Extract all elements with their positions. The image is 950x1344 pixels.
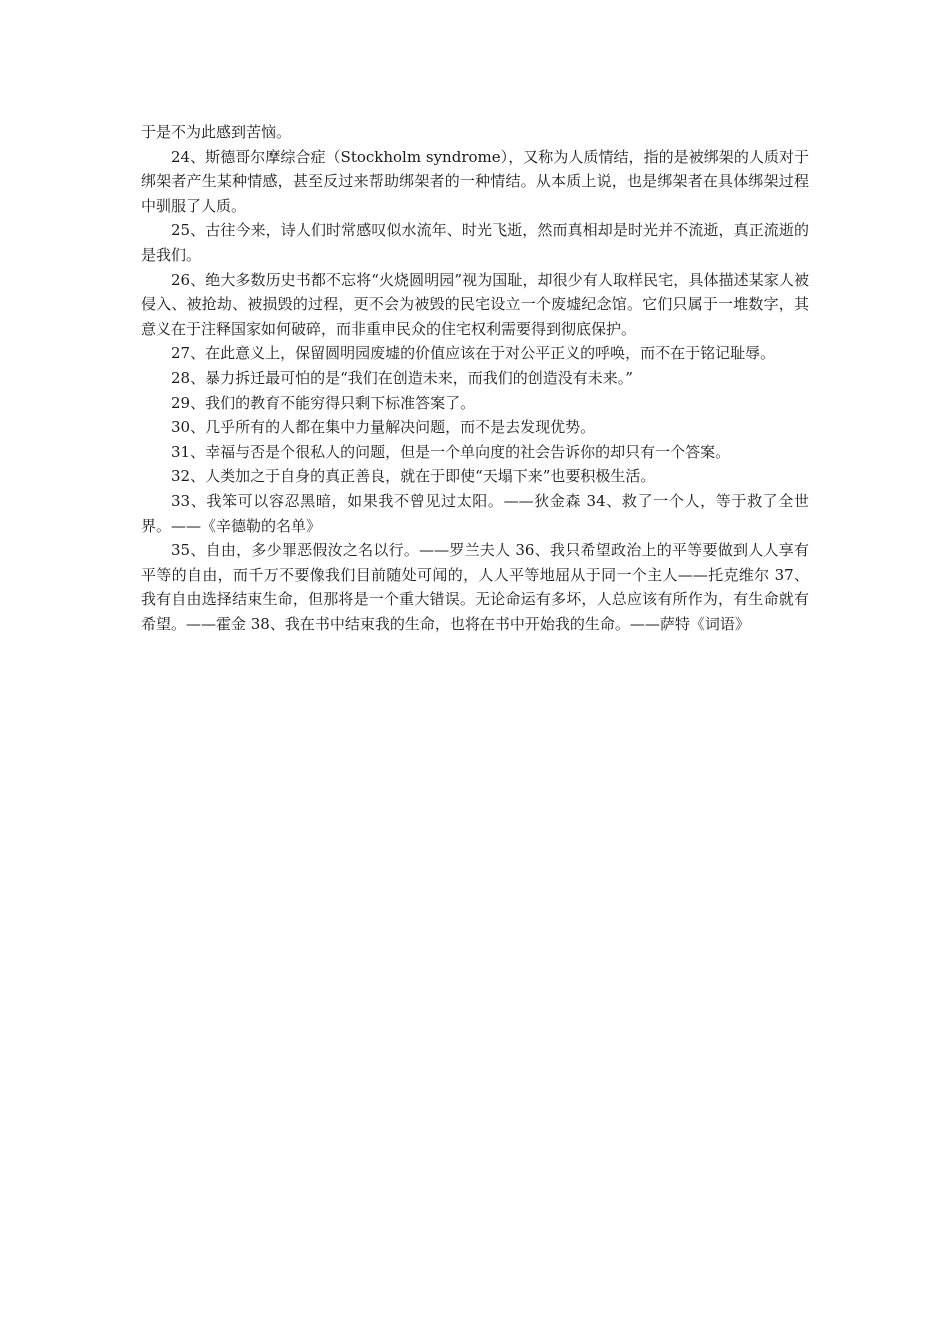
paragraph-26: 26、绝大多数历史书都不忘将“火烧圆明园”视为国耻，却很少有人取样民宅，具体描述某家人被侵入、被抢劫、被损毁的过程，更不会为被毁的民宅设立一个废墟纪念馆。它们只属于一堆数字，其意义在于注释国家如何破碎，而非重申民众的住宅权利需要得到彻底保护。 (141, 270, 809, 338)
paragraph-29: 29、我们的教育不能穷得只剩下标准答案了。 (171, 393, 476, 412)
paragraph-30: 30、几乎所有的人都在集中力量解决问题，而不是去发现优势。 (171, 418, 596, 437)
paragraph-27: 27、在此意义上，保留圆明园废墟的价值应该在于对公平正义的呼唤，而不在于铭记耻辱。 (171, 344, 776, 363)
paragraph-33-34: 33、我笨可以容忍黑暗，如果我不曾见过太阳。——狄金森 34、救了一个人，等于救了全世界。——《辛德勒的名单》 (141, 491, 809, 535)
paragraph-25: 25、古往今来，诗人们时常感叹似水流年、时光飞逝，然而真相却是时光并不流逝，真正流逝的是我们。 (141, 221, 809, 264)
paragraph-32: 32、人类加之于自身的真正善良，就在于即使“天塌下来”也要积极生活。 (171, 467, 656, 486)
paragraph-24: 24、斯德哥尔摩综合症（Stockholm syndrome），又称为人质情结，指的是被绑架的人质对于绑架者产生某种情感，甚至反过来帮助绑架者的一种情结。从本质上说，也是绑架者在具体绑架过程中驯服了人质。 (141, 147, 809, 215)
document-body (141, 120, 809, 636)
paragraph-31: 31、幸福与否是个很私人的问题，但是一个单向度的社会告诉你的却只有一个答案。 (171, 442, 731, 461)
paragraph-35-38: 35、自由，多少罪恶假汝之名以行。——罗兰夫人 36、我只希望政治上的平等要做到人人享有平等的自由，而千万不要像我们目前随处可闻的，人人平等地屈从于同一个主人——托克维尔 37、我有自由选择结束生命，但那将是一个重大错误。无论命运有多坏，人总应该有所作为，有生命就有希望。——霍金 38、我在书中结束我的生命，也将在书中开始我的生命。——萨特《词语》 (141, 541, 809, 633)
paragraph-28: 28、暴力拆迁最可怕的是“我们在创造未来，而我们的创造没有未来。” (171, 368, 633, 387)
paragraph-continuation: 于是不为此感到苦恼。 (141, 123, 292, 141)
